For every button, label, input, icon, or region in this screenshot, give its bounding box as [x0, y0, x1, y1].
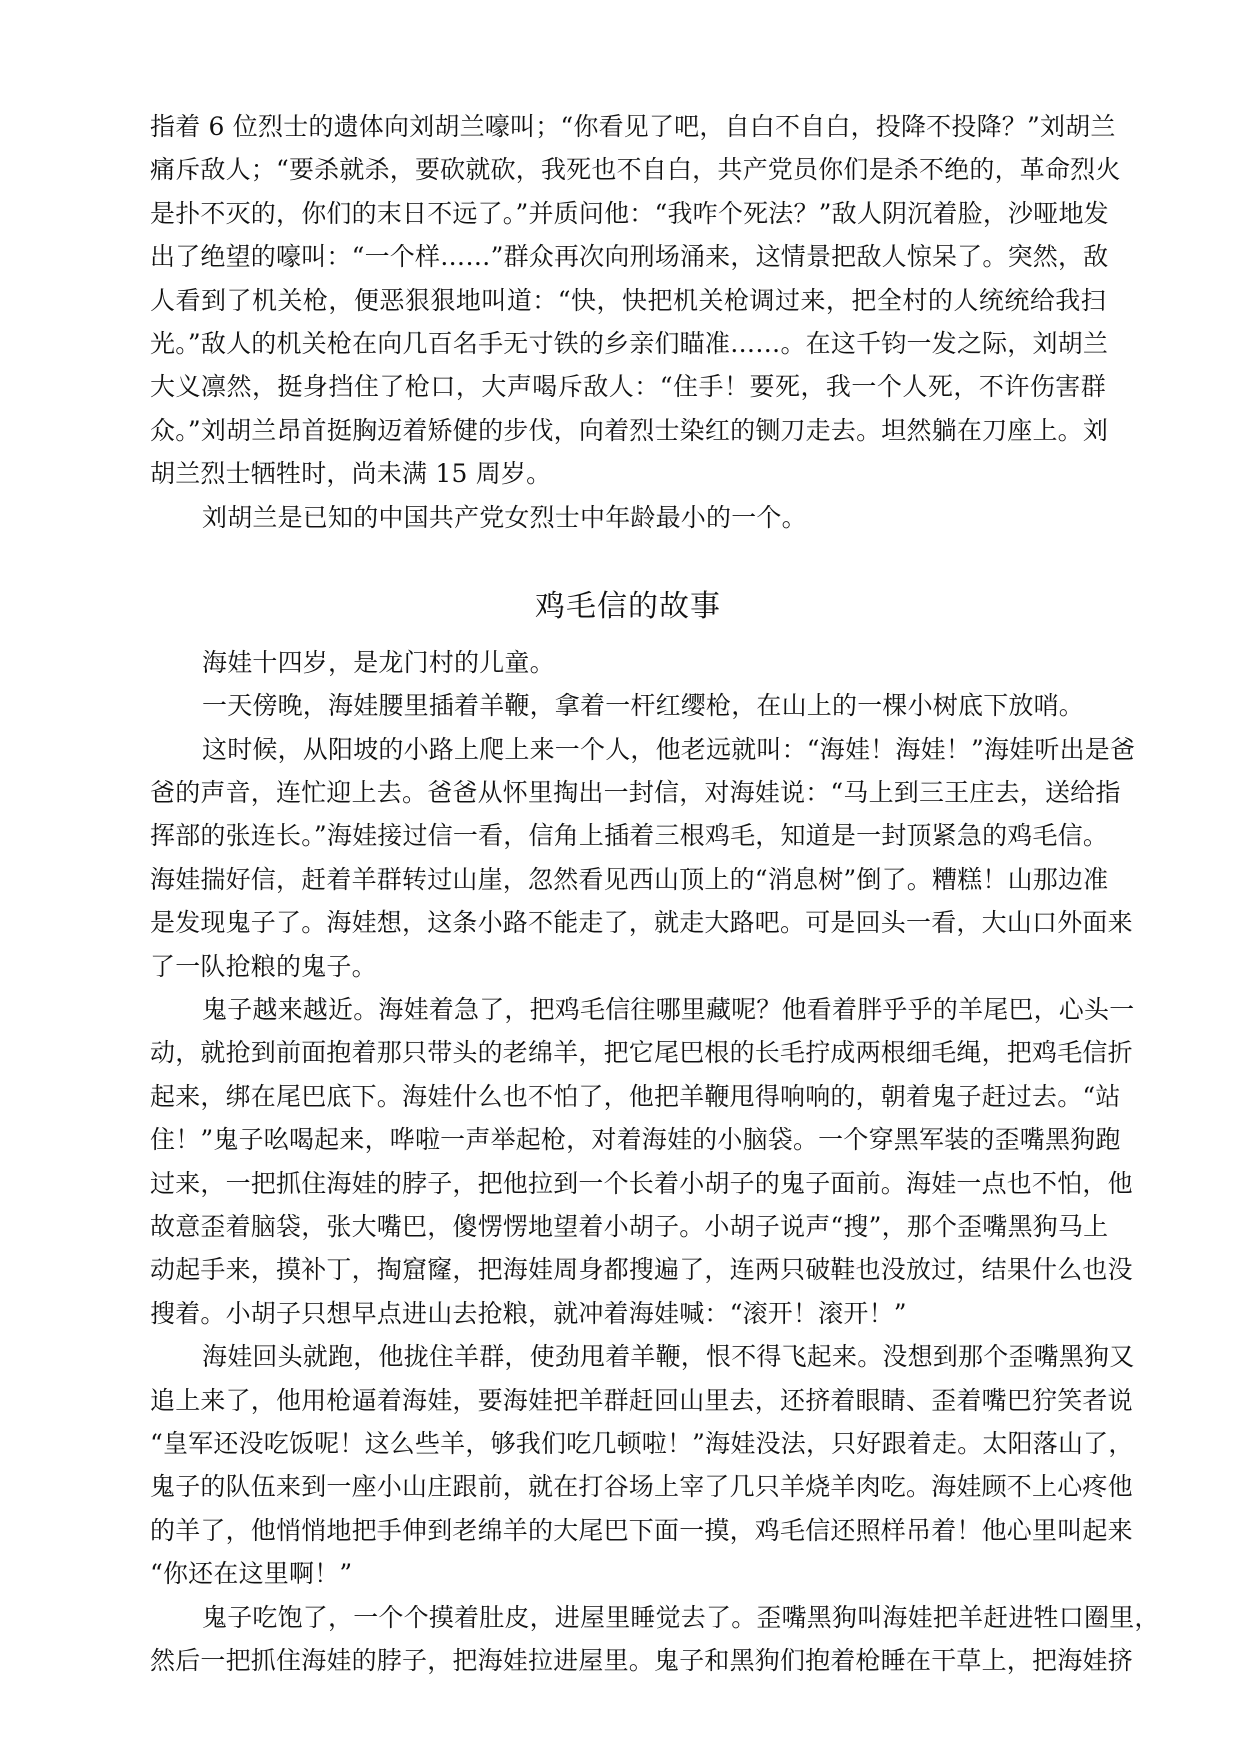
- text-line: “你还在这里啊！”: [150, 1559, 353, 1589]
- text-line: 一天傍晚，海娃腰里插着羊鞭，拿着一杆红缨枪，在山上的一棵小树底下放哨。: [202, 691, 1085, 721]
- paragraph: [150, 988, 1135, 1335]
- text-line: 动，就抢到前面抱着那只带头的老绵羊，把它尾巴根的长毛拧成两根细毛绳，把鸡毛信折: [150, 1038, 1133, 1068]
- paragraph: [150, 496, 1106, 539]
- text-line: 这时候，从阳坡的小路上爬上来一个人，他老远就叫：“海娃！海娃！”海娃听出是爸: [202, 734, 1136, 764]
- story-title: 鸡毛信的故事: [535, 588, 721, 624]
- text-line: 搜着。小胡子只想早点进山去抢粮，就冲着海娃喊：“滚开！滚开！”: [150, 1298, 907, 1328]
- text-line: 刘胡兰是已知的中国共产党女烈士中年龄最小的一个。: [202, 502, 807, 532]
- text-line: 胡兰烈士牺牲时，尚未满 15 周岁。: [150, 459, 552, 489]
- text-line: 故意歪着脑袋，张大嘴巴，傻愣愣地望着小胡子。小胡子说声“搜”，那个歪嘴黑狗马上: [150, 1211, 1109, 1241]
- text-line: 是发现鬼子了。海娃想，这条小路不能走了，就走大路吧。可是回头一看，大山口外面来: [150, 908, 1133, 938]
- text-line: 海娃回头就跑，他拢住羊群，使劲甩着羊鞭，恨不得飞起来。没想到那个歪嘴黑狗又: [202, 1342, 1135, 1372]
- paragraph: [150, 684, 1106, 727]
- text-line: 出了绝望的嚎叫：“一个样……”群众再次向刑场涌来，这情景把敌人惊呆了。突然，敌: [150, 242, 1109, 272]
- text-line: 大义凛然，挺身挡住了枪口，大声喝斥敌人：“住手！要死，我一个人死，不许伤害群: [150, 372, 1106, 402]
- text-line: 爸的声音，连忙迎上去。爸爸从怀里掏出一封信，对海娃说：“马上到三王庄去，送给指: [150, 778, 1121, 808]
- text-line: 光。”敌人的机关枪在向几百名手无寸铁的乡亲们瞄准……。在这千钧一发之际，刘胡兰: [150, 328, 1109, 358]
- text-line: 人看到了机关枪，便恶狠狠地叫道：“快，快把机关枪调过来，把全村的人统统给我扫: [150, 285, 1106, 315]
- paragraph: [150, 1335, 1135, 1595]
- text-line: 然后一把抓住海娃的脖子，把海娃拉进屋里。鬼子和黑狗们抱着枪睡在干草上，把海娃挤: [150, 1645, 1133, 1675]
- text-line: 了一队抢粮的鬼子。: [150, 951, 377, 981]
- document-page: [150, 105, 1160, 1682]
- text-line: 痛斥敌人；“要杀就杀，要砍就砍，我死也不自白，共产党员你们是杀不绝的，革命烈火: [150, 155, 1121, 185]
- text-line: 过来，一把抓住海娃的脖子，把他拉到一个长着小胡子的鬼子面前。海娃一点也不怕，他: [150, 1168, 1133, 1198]
- text-line: 住！”鬼子吆喝起来，哗啦一声举起枪，对着海娃的小脑袋。一个穿黑军装的歪嘴黑狗跑: [150, 1125, 1121, 1155]
- text-line: “皇军还没吃饭呢！这么些羊，够我们吃几顿啦！”海娃没法，只好跟着走。太阳落山了，: [150, 1428, 1134, 1458]
- text-line: 指着 6 位烈士的遗体向刘胡兰嚎叫；“你看见了吧，自白不自白，投降不投降？”刘胡兰: [150, 112, 1116, 141]
- paragraph: [150, 641, 1106, 684]
- text-line: 鬼子的队伍来到一座小山庄跟前，就在打谷场上宰了几只羊烧羊肉吃。海娃顾不上心疼他: [150, 1472, 1133, 1502]
- text-line: 海娃揣好信，赶着羊群转过山崖，忽然看见西山顶上的“消息树”倒了。糟糕！山那边准: [150, 864, 1109, 894]
- text-line: 海娃十四岁，是龙门村的儿童。: [202, 647, 555, 677]
- text-line: 的羊了，他悄悄地把手伸到老绵羊的大尾巴下面一摸，鸡毛信还照样吊着！他心里叫起来: [150, 1515, 1133, 1545]
- paragraph: [150, 105, 1121, 496]
- text-line: 挥部的张连长。”海娃接过信一看，信角上插着三根鸡毛，知道是一封顶紧急的鸡毛信。: [150, 821, 1109, 851]
- text-line: 鬼子越来越近。海娃着急了，把鸡毛信往哪里藏呢？他看着胖乎乎的羊尾巴，心头一: [202, 995, 1135, 1025]
- text-line: 动起手来，摸补丁，掏窟窿，把海娃周身都搜遍了，连两只破鞋也没放过，结果什么也没: [150, 1255, 1133, 1285]
- paragraph: [150, 728, 1136, 988]
- paragraph: [150, 1596, 1160, 1683]
- text-line: 是扑不灭的，你们的末日不远了。”并质问他：“我咋个死法？”敌人阴沉着脸，沙哑地发: [150, 198, 1109, 228]
- text-line: 鬼子吃饱了，一个个摸着肚皮，进屋里睡觉去了。歪嘴黑狗叫海娃把羊赶进牲口圈里，: [202, 1602, 1160, 1632]
- text-line: 众。”刘胡兰昂首挺胸迈着矫健的步伐，向着烈士染红的铡刀走去。坦然躺在刀座上。刘: [150, 415, 1109, 445]
- section-liu-hulan: [150, 105, 1121, 539]
- section-chicken-feather-letter: [150, 641, 1160, 1682]
- text-line: 起来，绑在尾巴底下。海娃什么也不怕了，他把羊鞭甩得响响的，朝着鬼子赶过去。“站: [150, 1081, 1121, 1111]
- text-line: 追上来了，他用枪逼着海娃，要海娃把羊群赶回山里去，还挤着眼睛、歪着嘴巴狞笑者说: [150, 1385, 1133, 1415]
